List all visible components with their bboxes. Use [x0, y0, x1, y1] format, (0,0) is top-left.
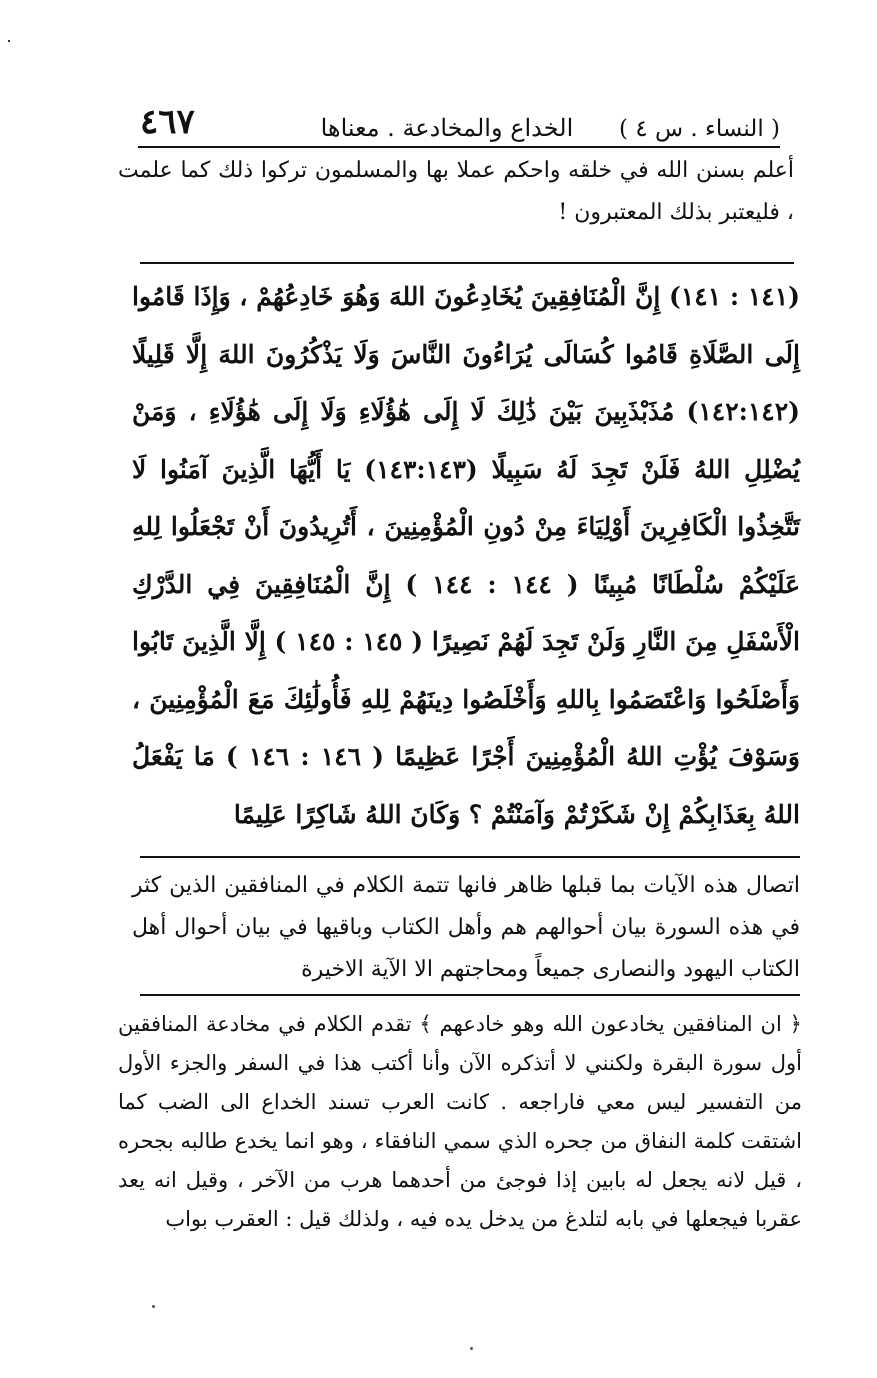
running-title: الخداع والمخادعة . معناها	[320, 114, 574, 142]
scan-mark	[8, 40, 10, 42]
intro-paragraph	[118, 150, 794, 234]
commentary-text: اتصال هذه الآيات بما قبلها ظاهر فانها تتمة الكلام في المنافقين الذين كثر في هذه السورة بيان أحوالهم هم وأهل الكتاب وباقيها في بيان أحوال أهل الكتاب اليهود والنصارى جميعاً ومحاجتهم الا الآية الاخيرة	[132, 873, 800, 982]
verses-text: (١٤١ : ١٤١) إِنَّ الْمُنَافِقِينَ يُخَادِعُونَ اللهَ وَهُوَ خَادِعُهُمْ ، وَإِذَا قَامُوا إِلَى الصَّلَاةِ قَامُوا كُسَالَى يُرَاءُونَ النَّاسَ وَلَا يَذْكُرُونَ اللهَ إِلَّا قَلِيلًا (١٤٢:١٤٢) مُذَبْذَبِينَ بَيْنَ ذَٰلِكَ لَا إِلَى هَٰؤُلَاءِ وَلَا إِلَى هَٰؤُلَاءِ ، وَمَنْ يُضْلِلِ اللهُ فَلَنْ تَجِدَ لَهُ سَبِيلًا (١٤٣:١٤٣) يَا أَيُّهَا الَّذِينَ آمَنُوا لَا تَتَّخِذُوا الْكَافِرِينَ أَوْلِيَاءَ مِنْ دُونِ الْمُؤْمِنِينَ ، أَتُرِيدُونَ أَنْ تَجْعَلُوا لِلهِ عَلَيْكُمْ سُلْطَانًا مُبِينًا ( ١٤٤ : ١٤٤ ) إِنَّ الْمُنَافِقِينَ فِي الدَّرْكِ الْأَسْفَلِ مِنَ النَّارِ وَلَنْ تَجِدَ لَهُمْ نَصِيرًا ( ١٤٥ : ١٤٥ ) إِلَّا الَّذِينَ تَابُوا وَأَصْلَحُوا وَاعْتَصَمُوا بِاللهِ وَأَخْلَصُوا دِينَهُمْ لِلهِ فَأُولَٰئِكَ مَعَ الْمُؤْمِنِينَ ، وَسَوْفَ يُؤْتِ اللهُ الْمُؤْمِنِينَ أَجْرًا عَظِيمًا ( ١٤٦ : ١٤٦ ) مَا يَفْعَلُ اللهُ بِعَذَابِكُمْ إِنْ شَكَرْتُمْ وَآمَنْتُمْ ؟ وَكَانَ اللهُ شَاكِرًا عَلِيمًا	[132, 282, 801, 829]
tafsir-text: ﴿ ان المنافقين يخادعون الله وهو خادعهم ﴾ تقدم الكلام في مخادعة المنافقين أول سورة البقرة ولكنني لا أتذكره الآن وأنا أكتب هذا في السفر والجزء الأول من التفسير ليس معي فاراجعه . كانت العرب تسند الخداع الى الضب كما اشتقت كلمة النفاق من جحره الذي سمي النافقاء ، وهو انما يخدع طالبه بجحره ، قيل لانه يجعل له بابين إذا فوجئ من أحدهما هرب من الآخر ، وقيل انه يعد عقربا فيجعلها في بابه لتلدغ من يدخل يده فيه ، ولذلك قيل : العقرب بواب	[118, 1012, 802, 1231]
verses-top-divider	[140, 262, 794, 264]
commentary-bottom-divider	[140, 994, 800, 996]
scan-speck	[152, 1305, 155, 1308]
page-header	[140, 92, 780, 142]
quran-verses	[132, 268, 800, 843]
verses-bottom-divider	[140, 856, 800, 858]
intro-text: أعلم بسنن الله في خلقه واحكم عملا بها والمسلمون تركوا ذلك كما علمت ، فليعتبر بذلك المعتبرون !	[118, 158, 794, 225]
header-divider	[138, 146, 780, 148]
tafsir-paragraph	[118, 1005, 802, 1239]
scan-speck	[470, 1347, 473, 1350]
page-number: ٤٦٧	[140, 102, 195, 142]
sura-reference: ( النساء . س ٤ )	[619, 116, 780, 142]
commentary-paragraph	[132, 865, 800, 991]
